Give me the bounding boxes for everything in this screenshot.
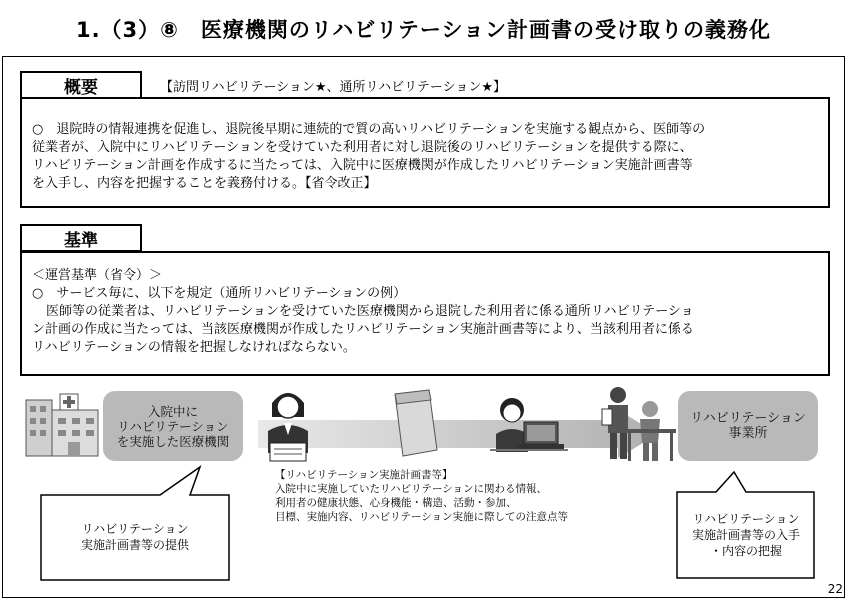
standard-heading: ＜運営基準（省令）＞ — [32, 268, 163, 283]
page-number: 22 — [827, 582, 843, 596]
document-folder-icon — [389, 388, 443, 458]
overview-box — [20, 97, 830, 208]
office-pill — [678, 391, 818, 461]
standard-label: 基準 — [20, 224, 142, 252]
right-callout-line: ・内容の把握 — [709, 544, 782, 558]
flow-arrow-icon — [258, 410, 658, 458]
left-callout-line: リハビリテーション — [81, 522, 189, 536]
doc-info-title: 【リハビリテーション実施計画書等】 — [275, 469, 453, 481]
left-callout — [42, 497, 228, 577]
overview-line: ○ 退院時の情報連携を促進し、退院後早期に連続的で質の高いリハビリテーションを実施する観点から、医師等の — [32, 122, 706, 137]
right-callout — [678, 494, 814, 576]
doctor-icon — [258, 383, 318, 463]
overview-line: リハビリテーション計画を作成するに当たっては、入院中に医療機関が作成したリハビリテーション実施計画書等 — [32, 158, 693, 173]
rehab-staff-icon — [600, 383, 676, 463]
right-callout-line: リハビリテーション — [692, 512, 800, 526]
overview-label: 概要 — [20, 71, 142, 99]
service-tag: 【訪問リハビリテーション★、通所リハビリテーション★】 — [160, 80, 506, 95]
hospital-pill — [103, 391, 243, 461]
staff-laptop-icon — [490, 392, 568, 458]
doc-info-line: 入院中に実施していたリハビリテーションに関わる情報、 — [275, 483, 548, 495]
doc-info-line: 目標、実施内容、リハビリテーション実施に際しての注意点等 — [275, 511, 569, 523]
hospital-pill-line: リハビリテーション — [117, 418, 229, 434]
left-callout-line: 実施計画書等の提供 — [80, 538, 189, 552]
hospital-pill-line: を実施した医療機関 — [116, 433, 230, 449]
standard-line: 医師等の従業者は、リハビリテーションを受けていた医療機関から退院した利用者に係る通所リハビリテーショ — [46, 304, 694, 319]
office-pill-line: 事業所 — [728, 426, 768, 441]
right-callout-line: 実施計画書等の入手 — [691, 528, 800, 542]
standard-line: ○ サービス毎に、以下を規定（通所リハビリテーションの例） — [32, 286, 407, 301]
overview-line: 従業者が、入院中にリハビリテーションを受けていた利用者に対し退院後のリハビリテーションを提供する際に、 — [32, 140, 693, 155]
hospital-pill-line: 入院中に — [147, 403, 198, 419]
standard-line: ン計画の作成に当たっては、当該医療機関が作成したリハビリテーション実施計画書等により、当該利用者に係る — [32, 322, 694, 337]
standard-box — [20, 251, 830, 376]
hospital-icon — [24, 390, 100, 458]
overview-line: を入手し、内容を把握することを義務付ける。【省令改正】 — [32, 176, 377, 191]
page-title: 1.（3）⑧ 医療機関のリハビリテーション計画書の受け取りの義務化 — [2, 2, 845, 57]
standard-line: リハビリテーションの情報を把握しなければならない。 — [32, 340, 356, 355]
office-pill-line: リハビリテーション — [690, 411, 806, 426]
doc-info-line: 利用者の健康状態、心身機能・構造、活動・参加、 — [275, 497, 517, 509]
plan-document-info — [275, 468, 568, 524]
